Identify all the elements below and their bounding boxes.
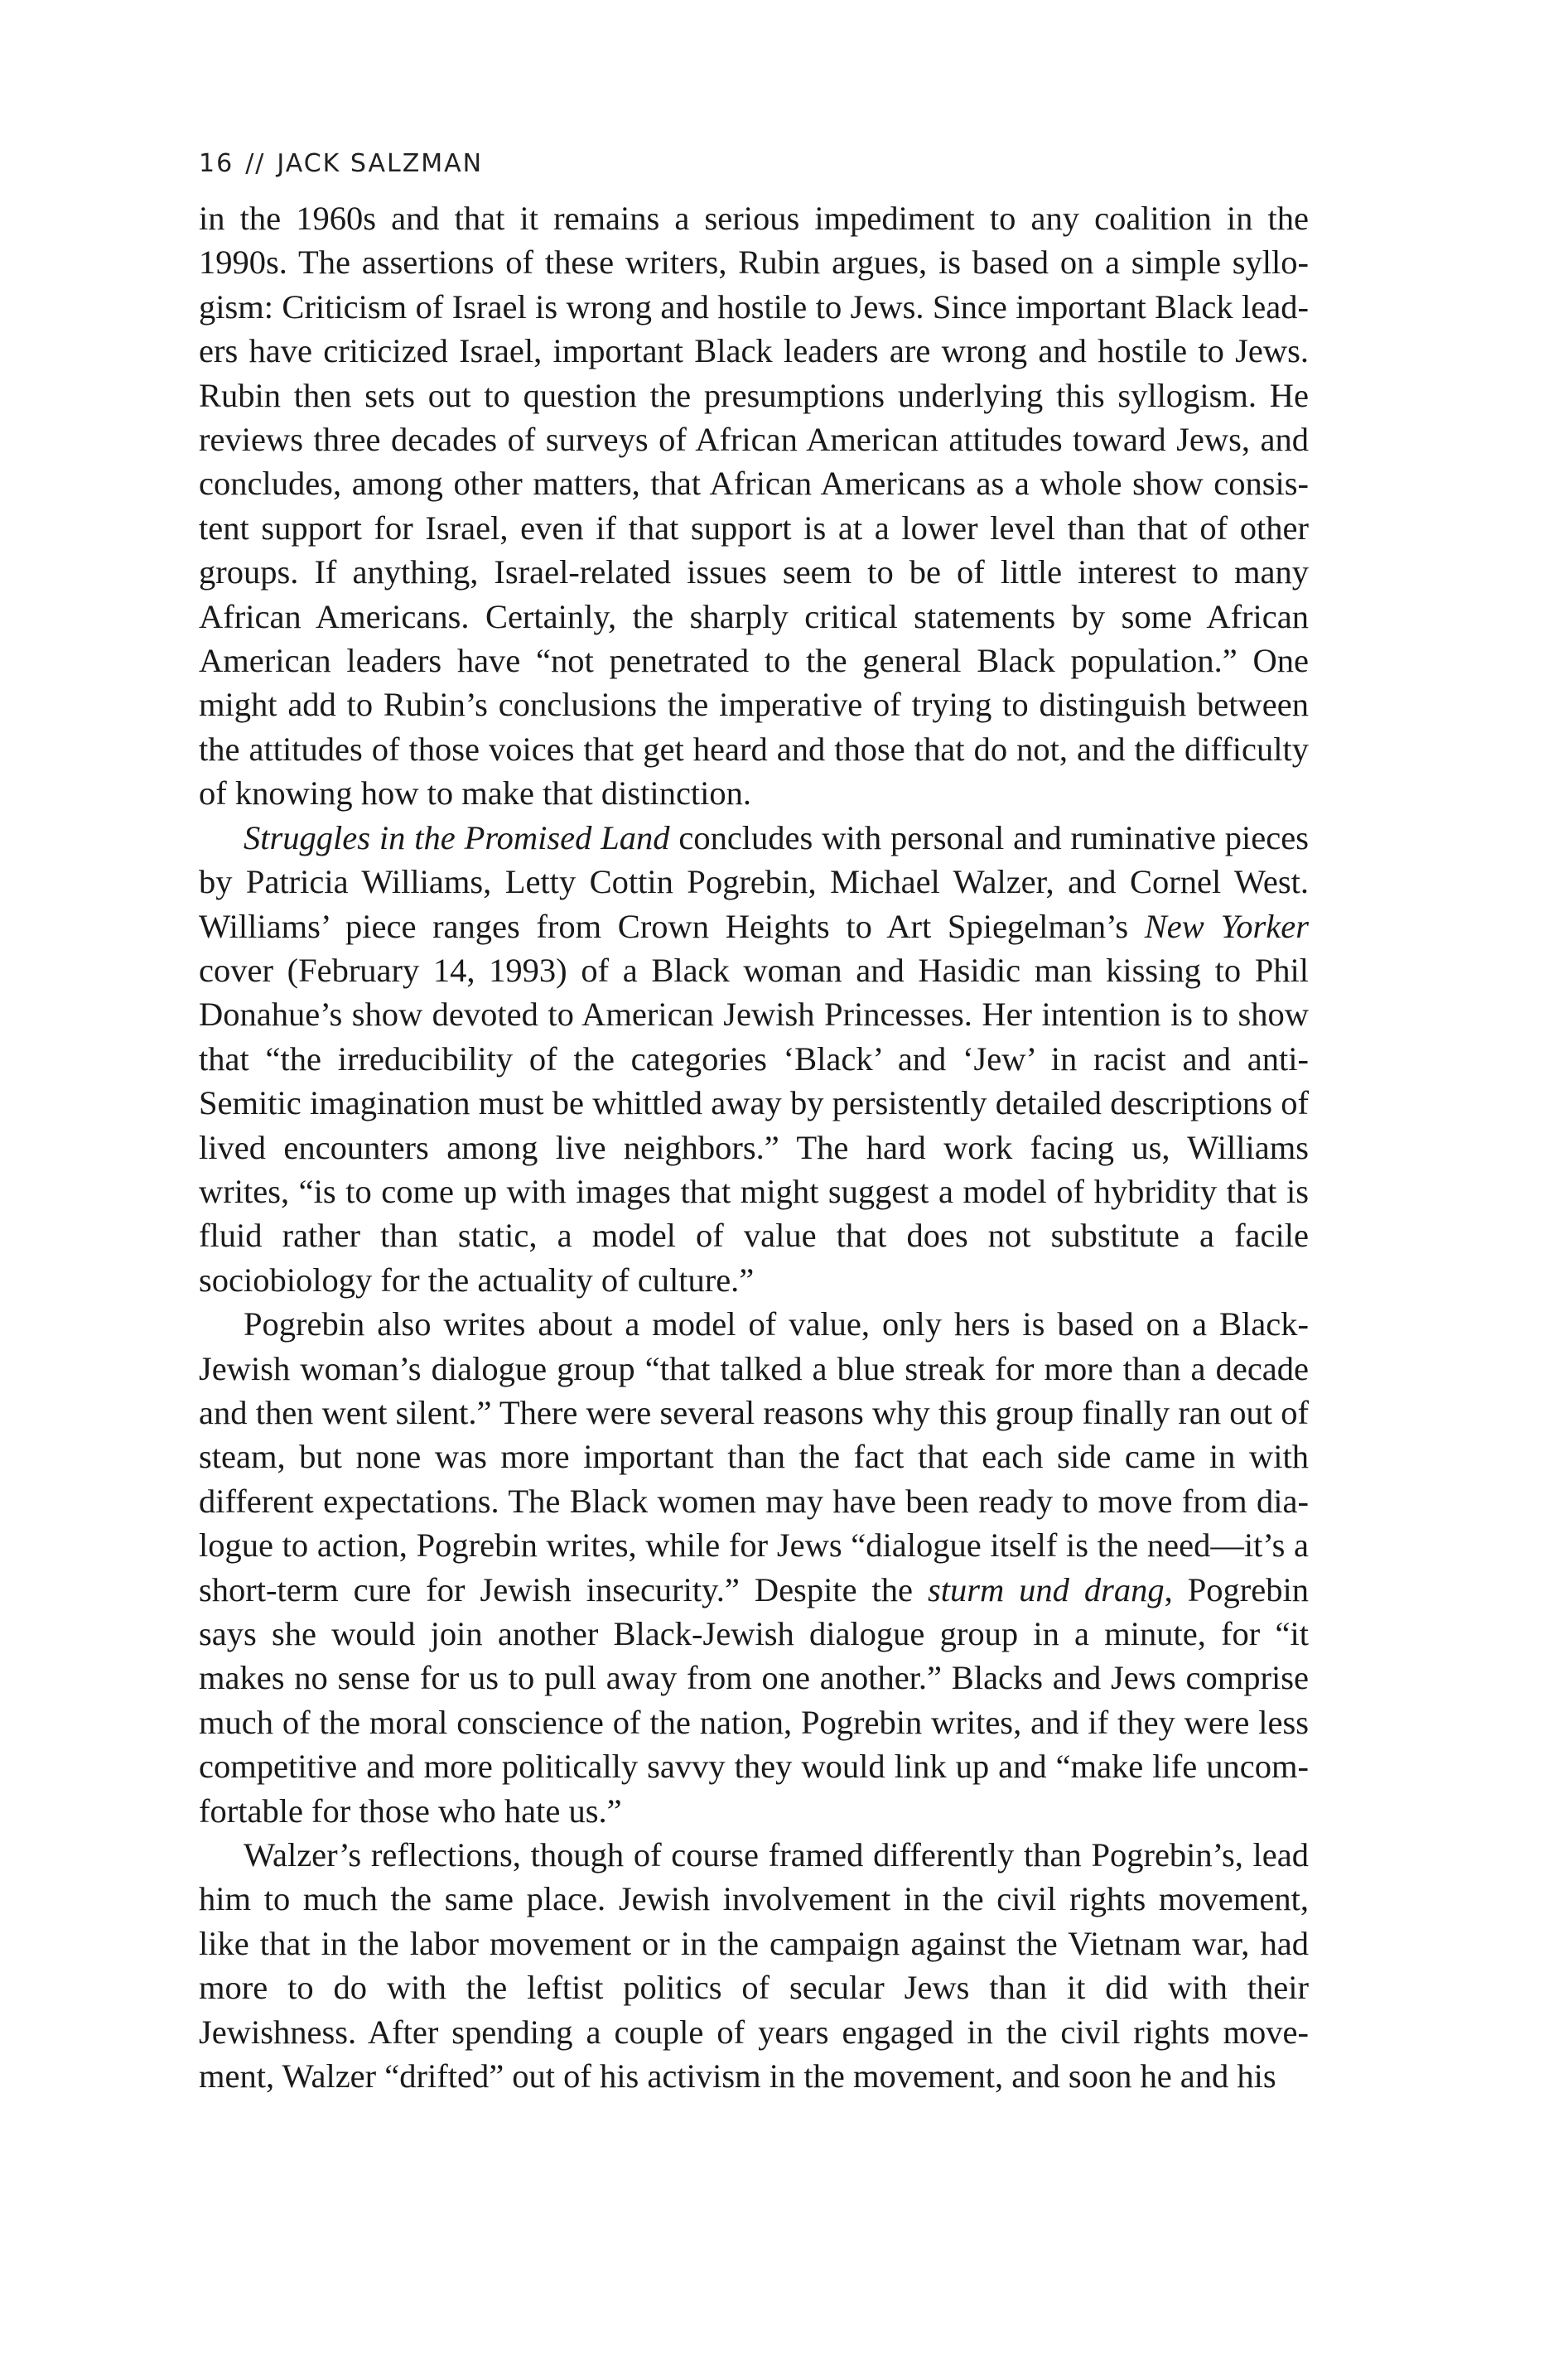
body-text (199, 196, 1309, 2098)
page-number: 16 (199, 149, 234, 178)
paragraph-4: Walzer’s reflections, though of course framed differently than Pogrebin’s, lead him to much the same place. Jewish involvement in the civil rights movement, like that in the labor movement or in the campaign against the Vietnam war, had more to do with the leftist politics of secular Jews than it did with their Jewishness. After spending a couple of years engaged in the civil rights movement, Walzer “drifted” out of his activism in the movement, and soon he and his (199, 1836, 1309, 2095)
magazine-title: New Yorker (1144, 907, 1309, 945)
paragraph-2-part-a: concludes with personal and ruminative pieces by Patricia Williams, Letty Cottin Pogrebin, Michael Walzer, and Cornel West. Williams’ piece ranges from Crown Heights to Art Spiegelman’s (199, 818, 1309, 945)
header-author: JACK SALZMAN (277, 149, 484, 178)
paragraph-2 (199, 816, 1309, 1302)
foreign-phrase: sturm und drang (927, 1570, 1165, 1608)
header-separator: // (245, 149, 266, 178)
paragraph-3 (199, 1302, 1309, 1833)
book-page (199, 149, 1309, 2098)
book-title: Struggles in the Promised Land (244, 818, 670, 856)
running-head (199, 149, 1309, 178)
paragraph-1: in the 1960s and that it remains a serious impediment to any coalition in the 1990s. The assertions of these writers, Rubin argues, is based on a simple syllogism: Criticism of Israel is wrong and hostile to Jews. Since important Black leaders have criticized Israel, important Black leaders are wrong and hostile to Jews. Rubin then sets out to question the presumptions underlying this syllogism. He reviews three decades of surveys of African American attitudes toward Jews, and concludes, among other matters, that African Americans as a whole show consistent support for Israel, even if that support is at a lower level than that of other groups. If anything, Israel-related issues seem to be of little interest to many African Americans. Certainly, the sharply critical statements by some African American leaders have “not penetrated to the general Black population.” One might add to Rubin’s conclusions the imperative of trying to distinguish between the attitudes of those voices that get heard and those that do not, and the difficulty of knowing how to make that distinction. (199, 200, 1309, 813)
paragraph-3-part-b: , Pogrebin says she would join another Black-Jewish dialogue group in a minute, for “it makes no sense for us to pull away from one another.” Blacks and Jews comprise much of the moral conscience of the nation, Pogrebin writes, and if they were less competitive and more politically savvy they would link up and “make life uncomfortable for those who hate us.” (199, 1570, 1309, 1830)
paragraph-2-part-b: cover (February 14, 1993) of a Black woman and Hasidic man kissing to Phil Donahue’s show devoted to American Jewish Princesses. Her intention is to show that “the irreducibility of the categories ‘Black’ and ‘Jew’ in racist and anti-Semitic imagination must be whittled away by persistently detailed descriptions of lived encounters among live neighbors.” The hard work facing us, Williams writes, “is to come up with images that might suggest a model of hybridity that is fluid rather than static, a model of value that does not substitute a facile sociobiology for the actuality of culture.” (199, 951, 1309, 1299)
paragraph-3-part-a: Pogrebin also writes about a model of value, only hers is based on a Black-Jewish woman’s dialogue group “that talked a blue streak for more than a decade and then went silent.” There were several reasons why this group finally ran out of steam, but none was more important than the fact that each side came in with different expectations. The Black women may have been ready to move from dialogue to action, Pogrebin writes, while for Jews “dialogue itself is the need—it’s a short-term cure for Jewish insecurity.” Despite the (199, 1305, 1309, 1608)
